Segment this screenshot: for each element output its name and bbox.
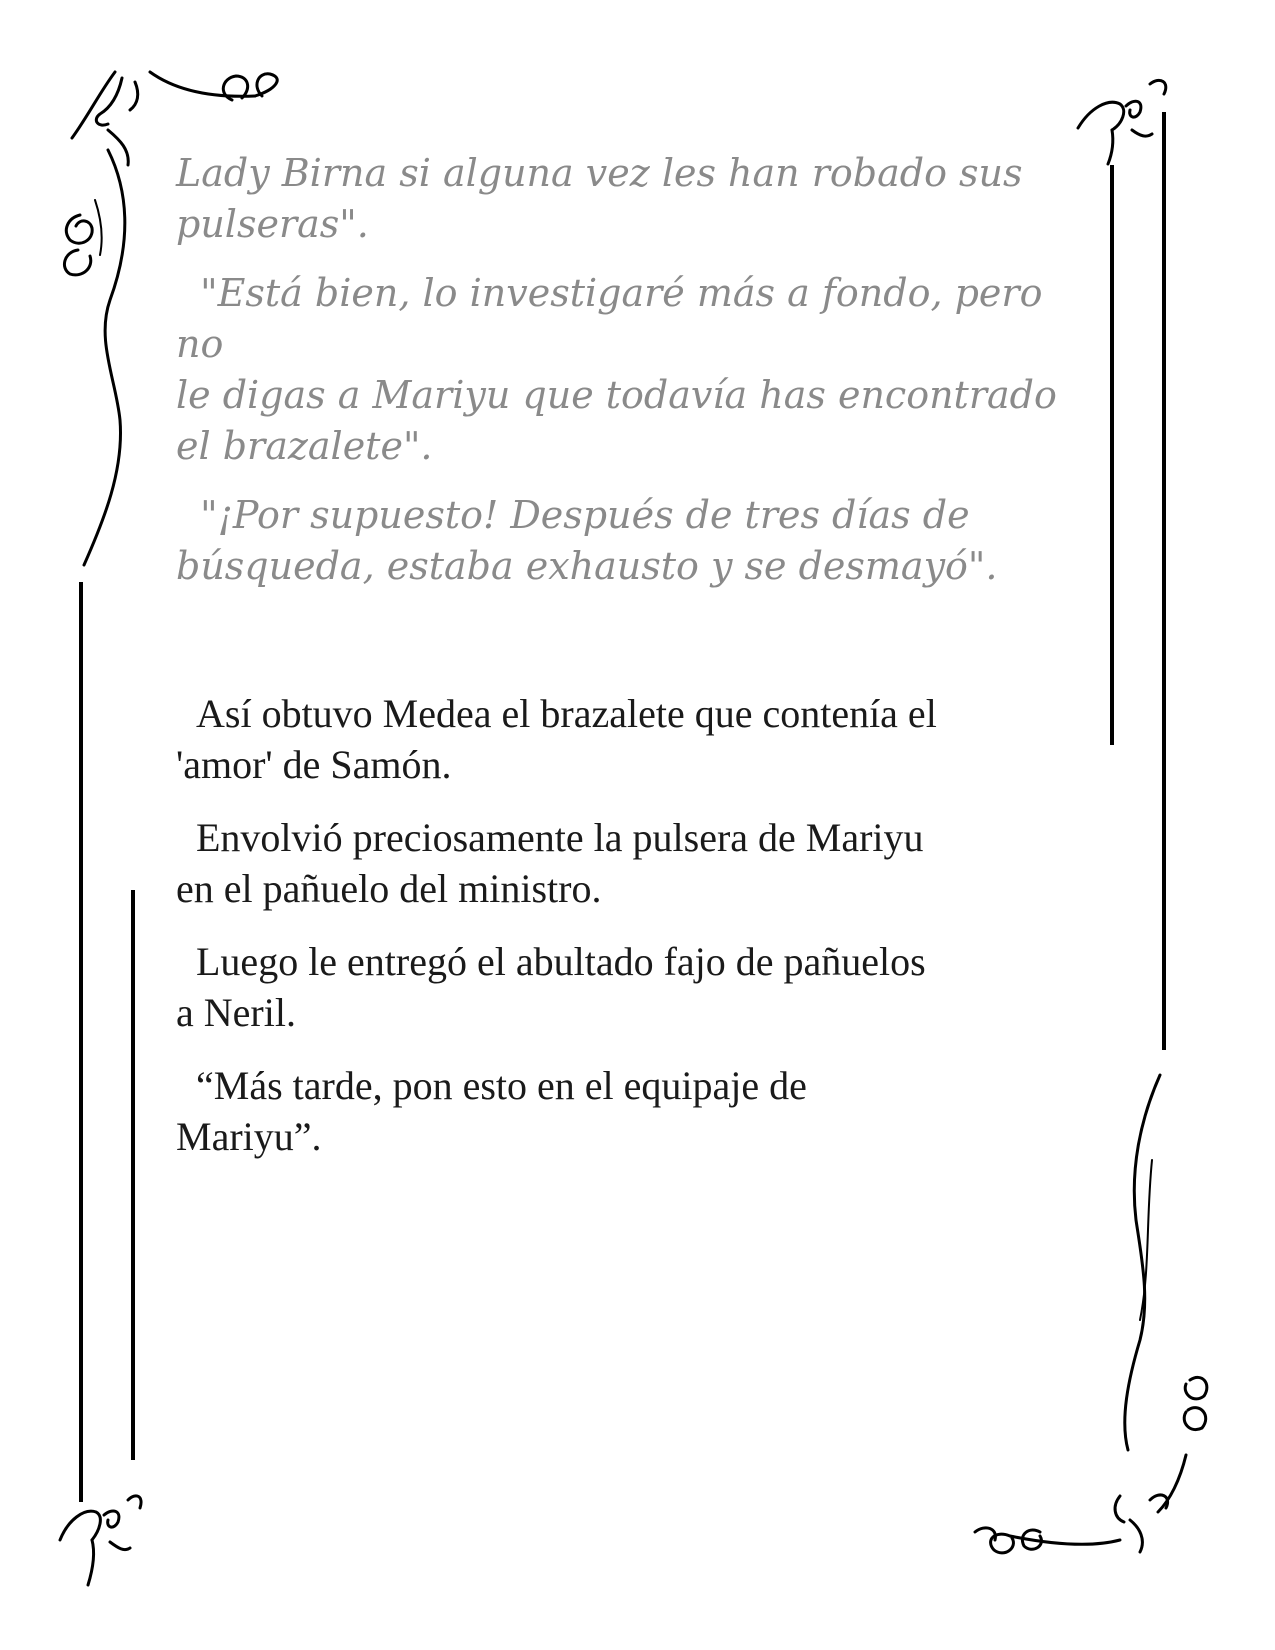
body-paragraph: Así obtuvo Medea el brazalete que contenía el 'amor' de Samón. [176,691,937,787]
body-paragraph: Luego le entregó el abultado fajo de pañuelos a Neril. [176,939,926,1035]
body-paragraph: “Más tarde, pon esto en el equipaje de Mariyu”. [176,1063,807,1159]
body-paragraph: Envolvió preciosamente la pulsera de Mariyu en el pañuelo del ministro. [176,815,924,911]
italic-paragraph: "Está bien, lo investigaré más a fondo, pero no le digas a Mariyu que todavía has encontrado el brazalete". [176,271,1057,468]
italic-paragraph: Lady Birna si alguna vez les han robado sus pulseras". [176,151,1023,246]
flourish-bottom-left-icon [60,1496,141,1585]
document-body [176,148,1096,1162]
italic-paragraph: "¡Por supuesto! Después de tres días de búsqueda, estaba exhausto y se desmayó". [176,493,998,588]
